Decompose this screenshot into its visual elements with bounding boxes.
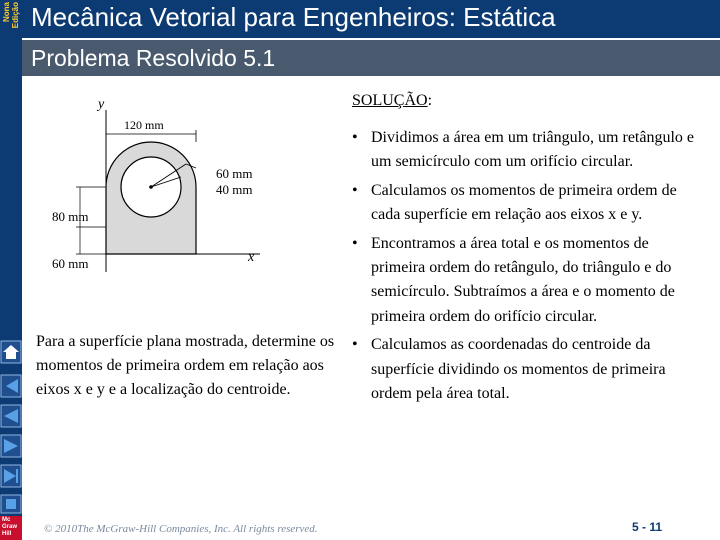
page-number: 5 - 11 xyxy=(632,520,663,534)
first-slide-button[interactable] xyxy=(0,374,22,398)
edition-label xyxy=(1,2,21,42)
x-axis-label: x xyxy=(248,250,255,265)
exit-button[interactable] xyxy=(0,494,22,518)
solution-step-4: • Calculamos as coordenadas do centroide da superfície dividindo os momentos de primeira ordem pela área total. xyxy=(352,333,702,406)
home-icon xyxy=(0,340,22,364)
problem-statement: Para a superfície plana mostrada, determine os momentos de primeira ordem em relação aos eixos x e y e a localização do centroide. xyxy=(36,333,335,398)
publisher-logo xyxy=(0,516,22,540)
solution-heading-colon: : xyxy=(427,92,433,109)
edition-line-1: Nona xyxy=(2,2,11,22)
solution-step-1: • Dividimos a área em um triângulo, um retângulo e um semicírculo com um orifício circular. xyxy=(352,126,702,175)
rect-height-label: 80 mm xyxy=(52,209,89,224)
book-title: Mecânica Vetorial para Engenheiros: Estática xyxy=(31,2,556,32)
plate-figure xyxy=(46,92,296,282)
solution-step-3: • Encontramos a área total e os momentos de primeira ordem do retângulo, do triângulo e do semicírculo. Subtraímos a área e o momento de primeira ordem do orifício circular. xyxy=(352,232,702,330)
logo-line-3: Hill xyxy=(2,531,12,537)
logo-line-2: Graw xyxy=(2,524,18,530)
next-slide-icon xyxy=(0,434,22,458)
exit-icon xyxy=(0,494,22,514)
last-slide-button[interactable] xyxy=(0,464,22,488)
last-slide-icon xyxy=(0,464,22,488)
sidebar xyxy=(0,0,22,540)
home-button[interactable] xyxy=(0,340,22,364)
edition-line-2: Edição xyxy=(11,2,20,29)
next-slide-button[interactable] xyxy=(0,434,22,458)
center-point xyxy=(149,185,153,189)
hole-radius-label: 40 mm xyxy=(216,182,253,197)
copyright-notice: © 2010The McGraw-Hill Companies, Inc. All rights reserved. xyxy=(44,523,318,535)
triangle-height-label: 60 mm xyxy=(52,256,89,271)
width-dimension-label: 120 mm xyxy=(124,118,164,132)
solution-heading xyxy=(352,90,432,112)
subtitle-bar xyxy=(22,40,720,76)
outer-radius-label: 60 mm xyxy=(216,166,253,181)
slide-title: Problema Resolvido 5.1 xyxy=(31,45,276,71)
solution-heading-text: SOLUÇÃO xyxy=(352,92,428,109)
previous-slide-icon xyxy=(0,404,22,428)
first-slide-icon xyxy=(0,374,22,398)
previous-slide-button[interactable] xyxy=(0,404,22,428)
y-axis-label: y xyxy=(98,97,105,112)
title-bar xyxy=(22,0,720,38)
solution-step-2: • Calculamos os momentos de primeira ordem de cada superfície em relação aos eixos x e y. xyxy=(352,179,702,228)
solution-steps xyxy=(352,126,702,410)
logo-line-1: Mc xyxy=(2,517,11,523)
